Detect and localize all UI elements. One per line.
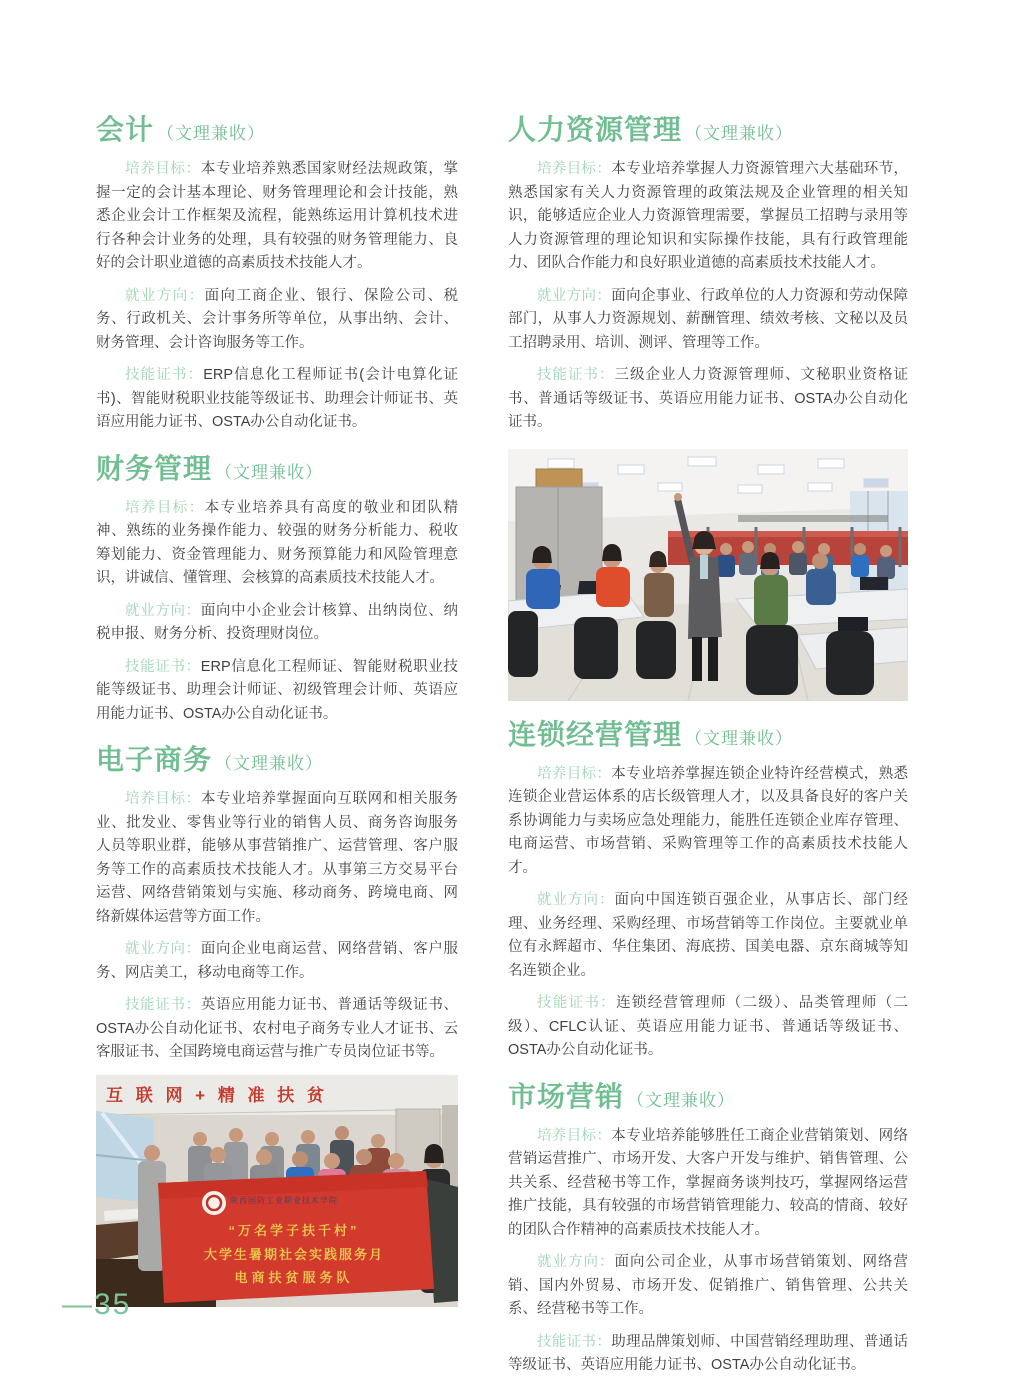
goal-paragraph [508,1125,908,1243]
cert-text: 三级企业人力资源管理师、文秘职业资格证书、普通话等级证书、英语应用能力证书、OSTA办公自动化证书。 [508,367,908,430]
career-paragraph [508,1251,908,1322]
cert-label: 技能证书： [537,995,617,1011]
career-text: 面向中国连锁百强企业，从事店长、部门经理、业务经理、采购经理、市场营销等工作岗位。主要就业单位有永辉超市、华住集团、海底捞、国美电器、京东商城等知名连锁企业。 [508,892,908,979]
career-paragraph [508,889,908,983]
career-label: 就业方向： [125,941,201,957]
section-human-resources [508,112,908,435]
career-label: 就业方向： [125,287,205,304]
hr-classroom-photo [508,449,908,701]
flag-school-name: 陕西国防工业职业技术学院 [230,1195,338,1205]
career-paragraph [96,285,458,356]
section-marketing [508,1079,908,1378]
goal-paragraph [96,497,458,591]
section-accounting [96,112,458,435]
career-text: 面向工商企业、银行、保险公司、税务、行政机关、会计事务所等单位，从事出纳、会计、财务管理、会计咨询服务等工作。 [96,287,458,351]
section-title: 电子商务 [96,744,213,775]
career-paragraph [96,600,458,647]
column-right [508,112,908,1387]
section-title: 会计 [96,114,155,145]
goal-text: 本专业培养具有高度的敬业和团队精神、熟练的业务操作能力、较强的财务分析能力、税收筹划能力、资金管理能力、财务预算能力和风险管理意识，讲诚信、懂管理、会核算的高素质技术技能人才。 [96,499,458,586]
goal-text: 本专业培养掌握连锁企业特许经营模式，熟悉连锁企业营运体系的店长级管理人才，以及具备良好的客户关系协调能力与卖场应急处理能力，能胜任连锁企业库存管理、电商运营、市场营销、采购管理等工作的高素质技术技能人才。 [508,765,909,876]
cert-label: 技能证书： [125,997,201,1013]
cert-label: 技能证书： [537,1333,612,1350]
career-label: 就业方向： [537,892,615,908]
flag-line2: 大学生暑期社会实践服务月 [203,1246,385,1262]
career-label: 就业方向： [125,602,201,619]
section-title: 市场营销 [508,1080,625,1112]
section-financial-header [96,451,458,487]
section-ecommerce [96,742,458,1065]
cert-paragraph [96,656,458,727]
goal-label: 培养目标： [537,161,612,177]
cert-label: 技能证书： [125,367,204,383]
career-text: 面向中小企业会计核算、出纳岗位、纳税申报、财务分析、投资理财岗位。 [96,602,459,642]
section-subtitle: （文理兼收） [215,754,324,773]
section-title: 连锁经营管理 [508,718,683,750]
career-text: 面向企业电商运营、网络营销、客户服务、网店美工，移动电商等工作。 [96,941,459,981]
section-ecommerce-header [96,742,458,778]
ecommerce-group-photo [96,1075,458,1307]
goal-paragraph [508,158,908,276]
cert-text: 英语应用能力证书、普通话等级证书、OSTA办公自动化证书、农村电子商务专业人才证书、云客服证书、全国跨境电商运营与推广专员岗位证书等。 [96,997,459,1060]
cert-paragraph [508,992,908,1063]
section-subtitle: （文理兼收） [215,462,324,482]
cert-text: 连锁经营管理师（二级）、品类管理师（二级）、CFLC认证、英语应用能力证书、普通话等级证书、OSTA办公自动化证书。 [508,995,909,1058]
goal-label: 培养目标： [125,161,201,177]
career-text: 面向企事业、行政单位的人力资源和劳动保障部门，从事人力资源规划、薪酬管理、绩效考核、文秘以及员工招聘录用、培训、测评、管理等工作。 [508,287,909,351]
goal-text: 本专业培养掌握面向互联网和相关服务业、批发业、零售业等行业的销售人员、商务咨询服务人员等职业群，能够从事营销推广、运营管理、客户服务等工作的高素质技术技能人才。从事第三方交易平台运营、网络营销策划与实施、移动商务、跨境电商、网络新媒体运营等方面工作。 [96,791,459,925]
flag-title: “万名学子扶千村” [228,1222,360,1238]
section-subtitle: （文理兼收） [627,1090,736,1110]
section-title: 财务管理 [96,452,213,484]
cert-text: 助理品牌策划师、中国营销经理助理、普通话等级证书、英语应用能力证书、OSTA办公自动化证书。 [508,1333,909,1373]
cert-label: 技能证书： [125,658,201,675]
section-financial-management [96,451,458,727]
section-subtitle: （文理兼收） [685,728,794,748]
goal-text: 本专业培养掌握人力资源管理六大基础环节，熟悉国家有关人力资源管理的政策法规及企业管理的相关知识，能够适应企业人力资源管理需要，掌握员工招聘与录用等人力资源管理的理论知识和实际操作技能，具有行政管理能力、团队合作能力和良好职业道德的高素质技术技能人才。 [508,161,909,271]
cert-paragraph [96,994,458,1065]
red-flag [158,1171,434,1303]
career-label: 就业方向： [537,287,612,304]
page-number: —35 [62,1288,132,1321]
section-hr-header [508,112,908,148]
cert-paragraph [96,364,458,435]
section-subtitle: （文理兼收） [157,124,266,143]
career-paragraph [96,938,458,985]
section-chain-header [508,717,908,753]
goal-paragraph [508,763,908,881]
cert-text: ERP信息化工程师证书(会计电算化证书)、智能财税职业技能等级证书、助理会计师证书、英语应用能力证书、OSTA办公自动化证书。 [96,367,458,430]
section-accounting-header [96,112,458,148]
goal-label: 培养目标： [125,499,205,516]
career-text: 面向公司企业，从事市场营销策划、网络营销、国内外贸易、市场开发、促销推广、销售管理、公共关系、经营秘书等工作。 [508,1254,908,1317]
section-chain-management [508,717,908,1063]
goal-text: 本专业培养能够胜任工商企业营销策划、网络营销运营推广、市场开发、大客户开发与维护、销售管理、公共关系、经营秘书等工作，掌握商务谈判技巧，掌握网络运营推广技能，具有较强的市场营销管理能力、较高的情商、较好的团队合作精神的高素质技术技能人才。 [508,1127,909,1238]
goal-label: 培养目标： [537,1127,612,1144]
goal-paragraph [96,788,458,929]
career-label: 就业方向： [537,1254,615,1270]
cert-text: ERP信息化工程师证、智能财税职业技能等级证书、助理会计师证、初级管理会计师、英语应用能力证书、OSTA办公自动化证书。 [96,658,458,722]
flag-line3: 电商扶贫服务队 [234,1269,354,1285]
goal-paragraph [96,158,458,276]
section-marketing-header [508,1079,908,1115]
section-subtitle: （文理兼收） [685,124,794,143]
cert-paragraph [508,364,908,435]
goal-label: 培养目标： [125,791,201,807]
cert-paragraph [508,1331,908,1378]
column-left [96,112,458,1307]
career-paragraph [508,285,908,356]
wall-banner-text: 互 联 网 + 精 准 扶 贫 [106,1085,328,1105]
cert-label: 技能证书： [537,367,615,383]
goal-text: 本专业培养熟悉国家财经法规政策，掌握一定的会计基本理论、财务管理理论和会计技能，熟悉企业会计工作框架及流程，能熟练运用计算机技术进行各种会计业务的处理，具有较强的财务管理能力、良好的会计职业道德的高素质技术技能人才。 [96,161,459,271]
goal-label: 培养目标： [537,765,612,782]
section-title: 人力资源管理 [508,114,683,145]
